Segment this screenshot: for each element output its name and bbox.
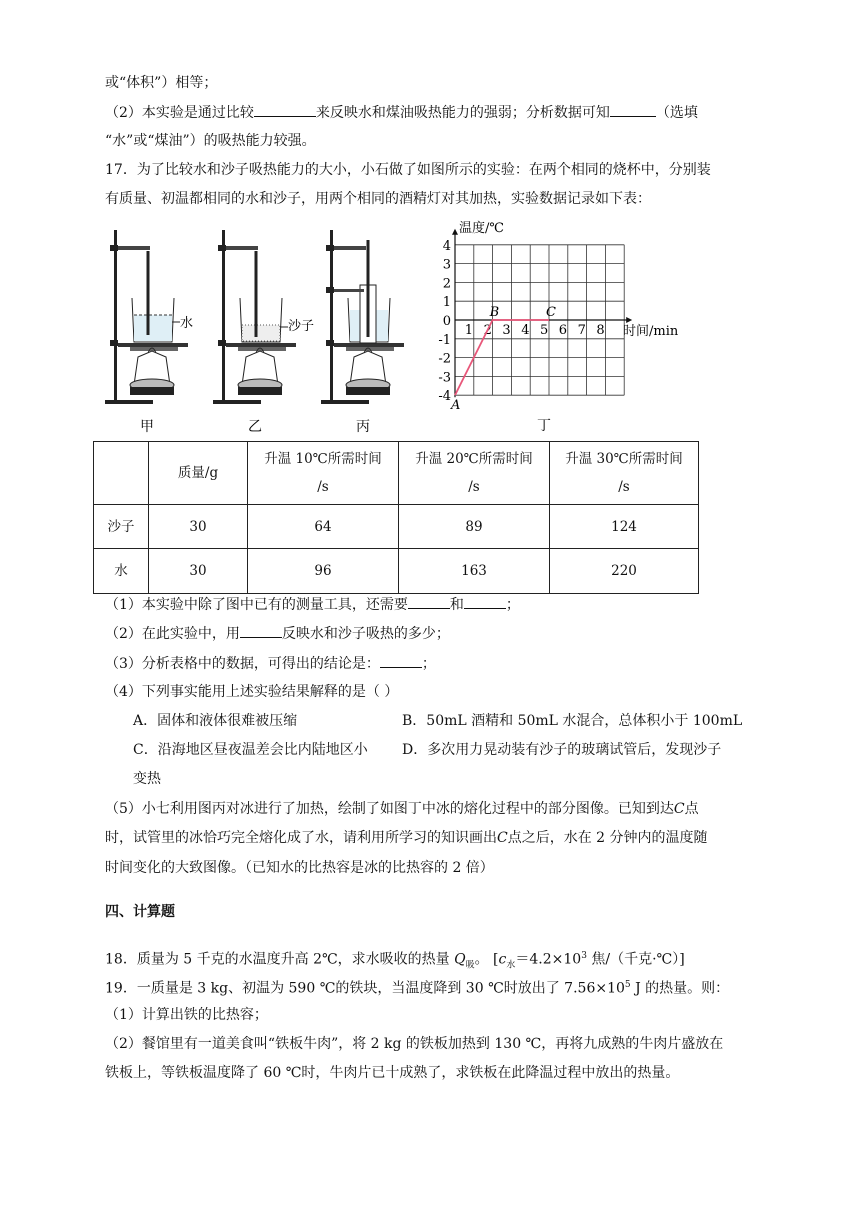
x-axis-label: 时间/min [623,324,679,339]
x-tick-label: 4 [521,323,530,338]
header-text: 升温 10℃所需时间 [264,451,382,467]
header-unit: /s [468,479,480,495]
x-tick-label: 5 [540,323,549,338]
text-fragment: （选填 [655,105,698,121]
text-fragment: 19．一质量是 3 kg、初温为 590 ℃的铁块，当温度降到 30 ℃时放出了 7.56×10 [105,980,625,997]
table-cell: 沙子 [94,505,149,549]
header-cell [550,442,699,505]
text-fragment: 。 [ [474,951,499,968]
subquestion-5-line [105,828,708,848]
y-tick-label: 3 [442,257,451,273]
figure-label-jia: 甲 [140,419,154,435]
subquestion-3 [105,653,436,674]
apparatus-figure [100,225,440,435]
text-fragment: 和 [449,597,464,613]
figure-label-bing: 丙 [356,419,370,435]
subquestion-2 [105,623,450,644]
point-label-c: C [546,305,556,320]
x-tick-label: 8 [596,323,605,338]
table-cell: 96 [248,549,399,594]
subquestion-5-line: 时间变化的大致图像。（已知水的比热容是冰的比热容的 2 倍） [105,860,494,876]
table-row [94,549,699,594]
data-table [93,441,699,594]
text-fragment: （3）分析表格中的数据，可得出的结论是： [105,656,380,672]
text-line: 或“体积”）相等； [105,75,218,91]
temperature-time-chart [425,215,700,435]
text-fragment: （1）本实验中除了图中已有的测量工具，还需要 [105,597,408,613]
y-tick-label: -2 [438,351,451,367]
x-tick-label: 7 [577,323,586,338]
y-tick-label: 1 [442,295,451,311]
text-fragment: 焦/（千克·℃）] [586,951,685,968]
text-fragment: 点 [684,801,699,817]
option-a: A．固体和液体很难被压缩 [133,713,298,729]
header-cell [248,442,399,505]
y-axis-label: 温度/℃ [459,221,504,236]
text-fragment: 18．质量为 5 千克的水温度升高 2℃，求水吸收的热量 [105,951,450,968]
point-label-a: A [451,398,461,414]
question-19 [105,975,729,999]
header-cell [94,442,149,505]
y-tick-label: -4 [438,389,451,405]
header-cell [399,442,550,505]
point-label: C [497,830,508,846]
table-cell: 163 [399,549,550,594]
table-row [94,505,699,549]
x-tick-label: 6 [558,323,568,338]
text-fragment: 点之后，水在 2 分钟内的温度随 [507,830,708,846]
y-tick-label: -1 [438,332,451,348]
sand-label: 沙子 [288,319,315,334]
question-18 [105,946,685,975]
text-fragment: J 的热量。则： [630,980,730,997]
answer-blank [254,102,316,117]
x-tick-label: 1 [464,323,474,338]
table-cell: 30 [149,549,248,594]
question-17-line: 有质量、初温都相同的水和沙子，用两个相同的酒精灯对其加热，实验数据记录如下表： [105,191,651,207]
table-cell: 64 [248,505,399,549]
header-unit: /s [317,479,329,495]
y-tick-label: 2 [442,276,451,292]
math-superscript: 3 [581,951,587,961]
header-cell: 质量/g [149,442,248,505]
math-subscript: 吸 [465,960,475,971]
answer-blank [464,594,506,609]
point-label: C [673,801,685,817]
math-symbol: Q [454,951,466,968]
table-cell: 30 [149,505,248,549]
table-cell: 220 [550,549,699,594]
y-tick-label: 0 [442,314,451,329]
question-19-part-2-line: 铁板上，等铁板温度降了 60 ℃时，牛肉片已十成熟了，求铁板在此降温过程中放出的热量。 [105,1065,680,1081]
x-tick-label: 3 [502,323,511,338]
question-19-part-2: （2）餐馆里有一道美食叫“铁板牛肉”，将 2 kg 的铁板加热到 130 ℃，再将九成熟的牛肉片盛放在 [105,1036,724,1052]
math-superscript: 5 [624,980,631,990]
x-axis-arrow [626,317,632,323]
answer-blank [240,623,282,638]
text-fragment: （2）在此实验中，用 [105,626,240,642]
y-tick-label: 4 [442,238,451,254]
text-fragment: （2）本实验是通过比较 [105,105,254,121]
text-line [105,102,698,123]
text-fragment: 来反映水和煤油吸热能力的强弱；分析数据可知 [315,105,610,121]
text-fragment: ； [505,597,520,613]
option-c: C．沿海地区昼夜温差会比内陆地区小 [133,742,368,758]
header-text: 升温 20℃所需时间 [415,451,533,467]
math-subscript: 水 [506,960,516,971]
y-tick-label: -3 [438,370,451,386]
text-fragment: （5）小七利用图丙对冰进行了加热，绘制了如图丁中冰的熔化过程中的部分图像。已知到达 [105,801,674,817]
water-label: 水 [180,316,194,331]
x-tick-label: 2 [483,323,492,338]
table-header-row [94,442,699,505]
option-d-continued: 变热 [133,771,161,787]
figure-label-yi: 乙 [248,419,262,435]
answer-blank [380,653,422,668]
text-line: “水”或“煤油”）的吸热能力较强。 [105,133,316,149]
text-fragment: 反映水和沙子吸热的多少； [281,626,450,642]
text-fragment: ； [421,656,436,672]
question-17-line: 17．为了比较水和沙子吸热能力的大小，小石做了如图所示的实验：在两个相同的烧杯中，分别装 [105,162,711,178]
subquestion-4: （4）下列事实能用上述实验结果解释的是（ ） [105,684,399,700]
text-fragment: 时，试管里的冰恰巧完全熔化成了水，请利用所学习的知识画出 [105,830,497,846]
option-d: D．多次用力晃动装有沙子的玻璃试管后，发现沙子 [402,742,722,758]
table-cell: 89 [399,505,550,549]
answer-blank [610,102,656,117]
y-axis-arrow [452,229,458,235]
text-fragment: ＝4.2×10 [515,951,582,968]
math-symbol: c [498,951,507,968]
option-b: B．50mL 酒精和 50mL 水混合，总体积小于 100mL [402,713,743,729]
table-cell: 水 [94,549,149,594]
table-cell: 124 [550,505,699,549]
header-text: 升温 30℃所需时间 [565,451,683,467]
question-19-part-1: （1）计算出铁的比热容； [105,1007,268,1023]
section-heading: 四、计算题 [105,904,175,920]
subquestion-1 [105,594,520,615]
header-unit: /s [618,479,630,495]
answer-blank [408,594,450,609]
figure-label-ding: 丁 [537,418,551,434]
subquestion-5 [105,799,699,819]
point-label-b: B [489,305,500,320]
